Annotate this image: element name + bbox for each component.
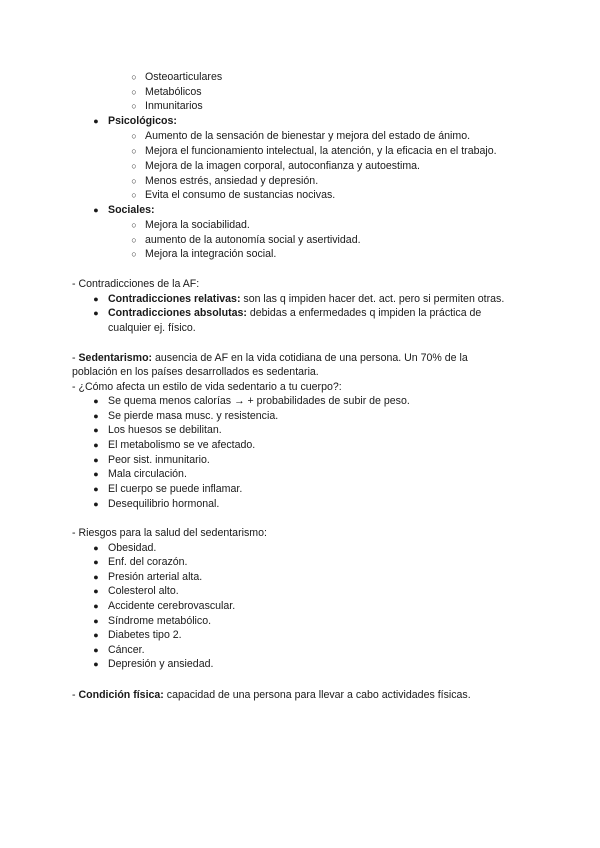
list-item: Desequilibrio hormonal. [108, 498, 220, 510]
definition-sedentarismo: ausencia de AF en la vida cotidiana de una persona. Un 70% de la [152, 352, 468, 364]
disc-bullet: ● [93, 557, 99, 567]
list-item: Depresión y ansiedad. [108, 658, 214, 670]
paragraph-condicion [72, 689, 471, 702]
list-item: Osteoarticulares [145, 71, 223, 83]
list-item: Síndrome metabólico. [108, 615, 212, 627]
definition-condicion: capacidad de una persona para llevar a cabo actividades físicas. [163, 689, 471, 701]
circle-bullet: ○ [131, 131, 137, 141]
disc-bullet: ● [93, 543, 99, 553]
disc-bullet: ● [93, 601, 99, 611]
disc-bullet: ● [93, 659, 99, 669]
list-item: Se quema menos calorías → + probabilidades de subir de peso. [108, 395, 410, 407]
disc-bullet: ● [93, 586, 99, 596]
list-item: Mejora el funcionamiento intelectual, la atención, y la eficacia en el trabajo. [145, 145, 497, 157]
disc-bullet: ● [93, 484, 99, 494]
disc-bullet: ● [93, 411, 99, 421]
disc-bullet: ● [93, 630, 99, 640]
disc-bullet: ● [93, 440, 99, 450]
disc-bullet: ● [93, 396, 99, 406]
definition-absolutas: debidas a enfermedades q impiden la práctica de [246, 307, 482, 319]
list-item: Presión arterial alta. [108, 571, 203, 583]
term-sedentarismo: Sedentarismo: [78, 352, 153, 364]
list-item: Evita el consumo de sustancias nocivas. [145, 189, 336, 201]
circle-bullet: ○ [131, 249, 137, 259]
list-item: Mala circulación. [108, 468, 187, 480]
definition-sedentarismo-cont: población en los países desarrollados es sedentaria. [72, 366, 319, 378]
disc-bullet: ● [93, 499, 99, 509]
list-item: Metabólicos [145, 86, 202, 98]
paragraph-sedentarismo [72, 352, 468, 365]
disc-bullet: ● [93, 116, 99, 126]
definition-relativas: son las q impiden hacer det. act. pero si permiten otras. [240, 293, 505, 305]
circle-bullet: ○ [131, 190, 137, 200]
disc-bullet: ● [93, 645, 99, 655]
term-relativas: Contradicciones relativas: [108, 293, 241, 305]
disc-bullet: ● [93, 572, 99, 582]
circle-bullet: ○ [131, 87, 137, 97]
question-sedentario: - ¿Cómo afecta un estilo de vida sedentario a tu cuerpo?: [72, 381, 342, 393]
paragraph-contradicciones: - Contradicciones de la AF: [72, 278, 200, 290]
list-item: Obesidad. [108, 542, 157, 554]
list-item: Inmunitarios [145, 100, 203, 112]
list-item-relativas [108, 293, 504, 306]
paragraph-riesgos: - Riesgos para la salud del sedentarismo: [72, 527, 267, 539]
dash: - [72, 352, 79, 364]
disc-bullet: ● [93, 616, 99, 626]
list-item: Peor sist. inmunitario. [108, 454, 210, 466]
disc-bullet: ● [93, 294, 99, 304]
circle-bullet: ○ [131, 161, 137, 171]
term-absolutas: Contradicciones absolutas: [108, 307, 247, 319]
list-item: aumento de la autonomía social y asertividad. [145, 234, 361, 246]
dash: - [72, 689, 79, 701]
list-item: El metabolismo se ve afectado. [108, 439, 256, 451]
disc-bullet: ● [93, 455, 99, 465]
list-item: Menos estrés, ansiedad y depresión. [145, 175, 319, 187]
disc-bullet: ● [93, 469, 99, 479]
circle-bullet: ○ [131, 101, 137, 111]
section-heading-psicologicos: Psicológicos: [108, 115, 177, 127]
list-item-absolutas [108, 307, 481, 320]
list-item: Mejora la integración social. [145, 248, 277, 260]
list-item: Diabetes tipo 2. [108, 629, 182, 641]
list-item: Aumento de la sensación de bienestar y mejora del estado de ánimo. [145, 130, 471, 142]
circle-bullet: ○ [131, 176, 137, 186]
list-item: Enf. del corazón. [108, 556, 188, 568]
disc-bullet: ● [93, 308, 99, 318]
list-item: Cáncer. [108, 644, 145, 656]
list-item: Colesterol alto. [108, 585, 179, 597]
list-item: Accidente cerebrovascular. [108, 600, 236, 612]
list-item: Mejora la sociabilidad. [145, 219, 250, 231]
circle-bullet: ○ [131, 72, 137, 82]
circle-bullet: ○ [131, 235, 137, 245]
section-heading-sociales: Sociales: [108, 204, 155, 216]
term-condicion: Condición física: [78, 689, 164, 701]
list-item: El cuerpo se puede inflamar. [108, 483, 243, 495]
disc-bullet: ● [93, 425, 99, 435]
list-item: Mejora de la imagen corporal, autoconfianza y autoestima. [145, 160, 421, 172]
circle-bullet: ○ [131, 220, 137, 230]
list-item: Se pierde masa musc. y resistencia. [108, 410, 279, 422]
circle-bullet: ○ [131, 146, 137, 156]
list-item: Los huesos se debilitan. [108, 424, 222, 436]
disc-bullet: ● [93, 205, 99, 215]
definition-absolutas-cont: cualquier ej. físico. [108, 322, 196, 334]
